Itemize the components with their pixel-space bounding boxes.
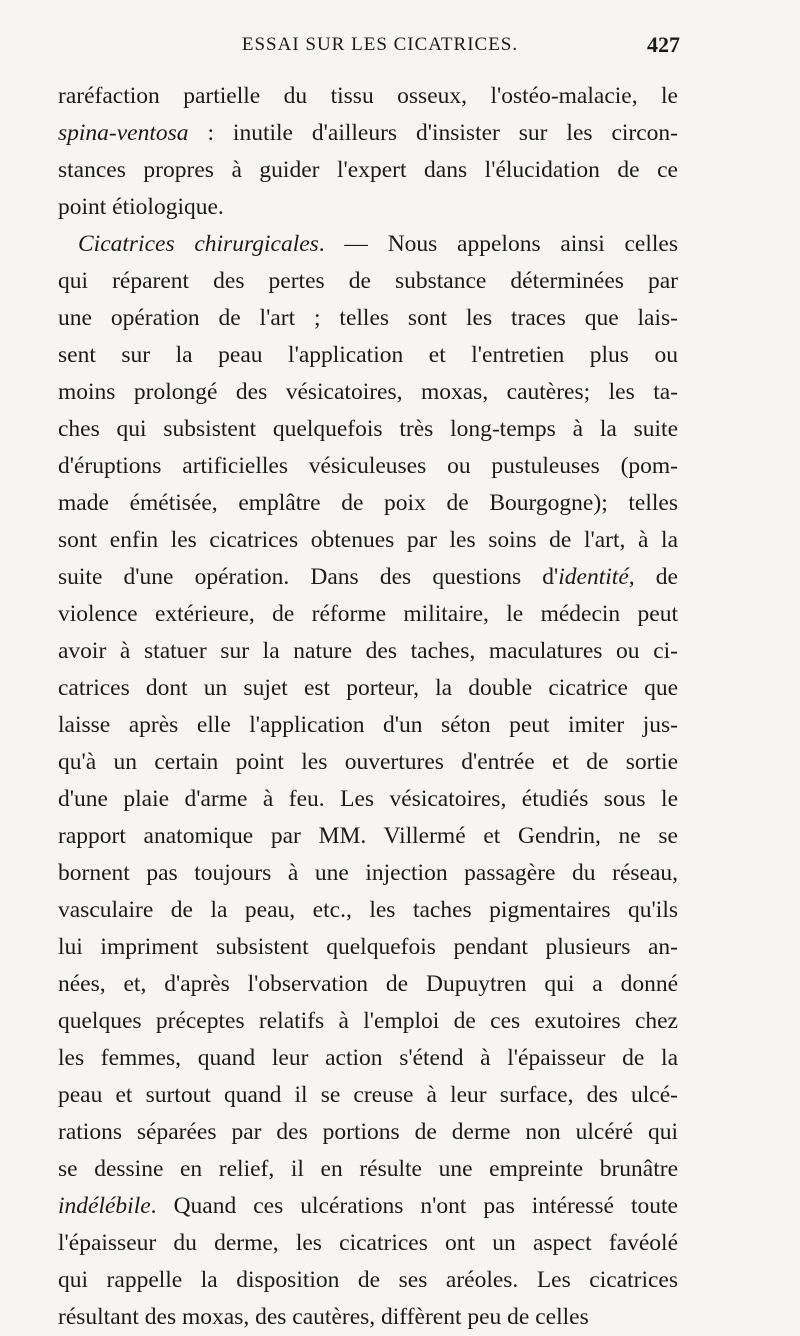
text-line: spina-ventosa : inutile d'ailleurs d'insister sur les circon-	[58, 120, 678, 146]
text-line: nées, et, d'après l'observation de Dupuytren qui a donné	[58, 971, 678, 997]
text-line: résultant des moxas, des cautères, diffèrent peu de celles	[58, 1304, 589, 1330]
text-line: avoir à statuer sur la nature des taches, maculatures ou ci-	[58, 638, 678, 664]
text-line: lui impriment subsistent quelquefois pendant plusieurs an-	[58, 934, 678, 960]
text-line: indélébile. Quand ces ulcérations n'ont pas intéressé toute	[58, 1193, 678, 1219]
text-line: rapport anatomique par MM. Villermé et Gendrin, ne se	[58, 823, 678, 849]
text-line: Cicatrices chirurgicales. — Nous appelons ainsi celles	[78, 231, 678, 257]
text-line: moins prolongé des vésicatoires, moxas, cautères; les ta-	[58, 379, 678, 405]
text-line: point étiologique.	[58, 194, 224, 220]
text-line: d'éruptions artificielles vésiculeuses ou pustuleuses (pom-	[58, 453, 678, 479]
text-line: une opération de l'art ; telles sont les traces que lais-	[58, 305, 678, 331]
body-text	[58, 78, 678, 1336]
text-line: ches qui subsistent quelquefois très long-temps à la suite	[58, 416, 678, 442]
text-line: vasculaire de la peau, etc., les taches pigmentaires qu'ils	[58, 897, 678, 923]
page-number: 427	[647, 32, 680, 57]
text-line: qui réparent des pertes de substance déterminées par	[58, 268, 678, 294]
text-line: d'une plaie d'arme à feu. Les vésicatoires, étudiés sous le	[58, 786, 678, 812]
text-line: qui rappelle la disposition de ses aréoles. Les cicatrices	[58, 1267, 678, 1293]
text-line: violence extérieure, de réforme militaire, le médecin peut	[58, 601, 678, 627]
text-line: les femmes, quand leur action s'étend à l'épaisseur de la	[58, 1045, 678, 1071]
text-line: bornent pas toujours à une injection passagère du réseau,	[58, 860, 678, 886]
text-line: se dessine en relief, il en résulte une empreinte brunâtre	[58, 1156, 678, 1182]
text-line: laisse après elle l'application d'un séton peut imiter jus-	[58, 712, 678, 738]
running-title: ESSAI SUR LES CICATRICES.	[241, 34, 519, 55]
text-line: catrices dont un sujet est porteur, la double cicatrice que	[58, 675, 678, 701]
text-line: stances propres à guider l'expert dans l'élucidation de ce	[58, 157, 678, 183]
text-line: sont enfin les cicatrices obtenues par les soins de l'art, à la	[58, 527, 678, 553]
text-line: sent sur la peau l'application et l'entretien plus ou	[58, 342, 678, 368]
text-line: raréfaction partielle du tissu osseux, l'ostéo-malacie, le	[58, 83, 678, 109]
page-header	[60, 30, 680, 70]
text-line: suite d'une opération. Dans des questions d'identité, de	[58, 564, 678, 590]
text-line: made émétisée, emplâtre de poix de Bourgogne); telles	[58, 490, 678, 516]
text-line: rations séparées par des portions de derme non ulcéré qui	[58, 1119, 678, 1145]
text-line: quelques préceptes relatifs à l'emploi de ces exutoires chez	[58, 1008, 678, 1034]
text-line: l'épaisseur du derme, les cicatrices ont un aspect favéolé	[58, 1230, 678, 1256]
text-line: qu'à un certain point les ouvertures d'entrée et de sortie	[58, 749, 678, 775]
text-line: peau et surtout quand il se creuse à leur surface, des ulcé-	[58, 1082, 678, 1108]
